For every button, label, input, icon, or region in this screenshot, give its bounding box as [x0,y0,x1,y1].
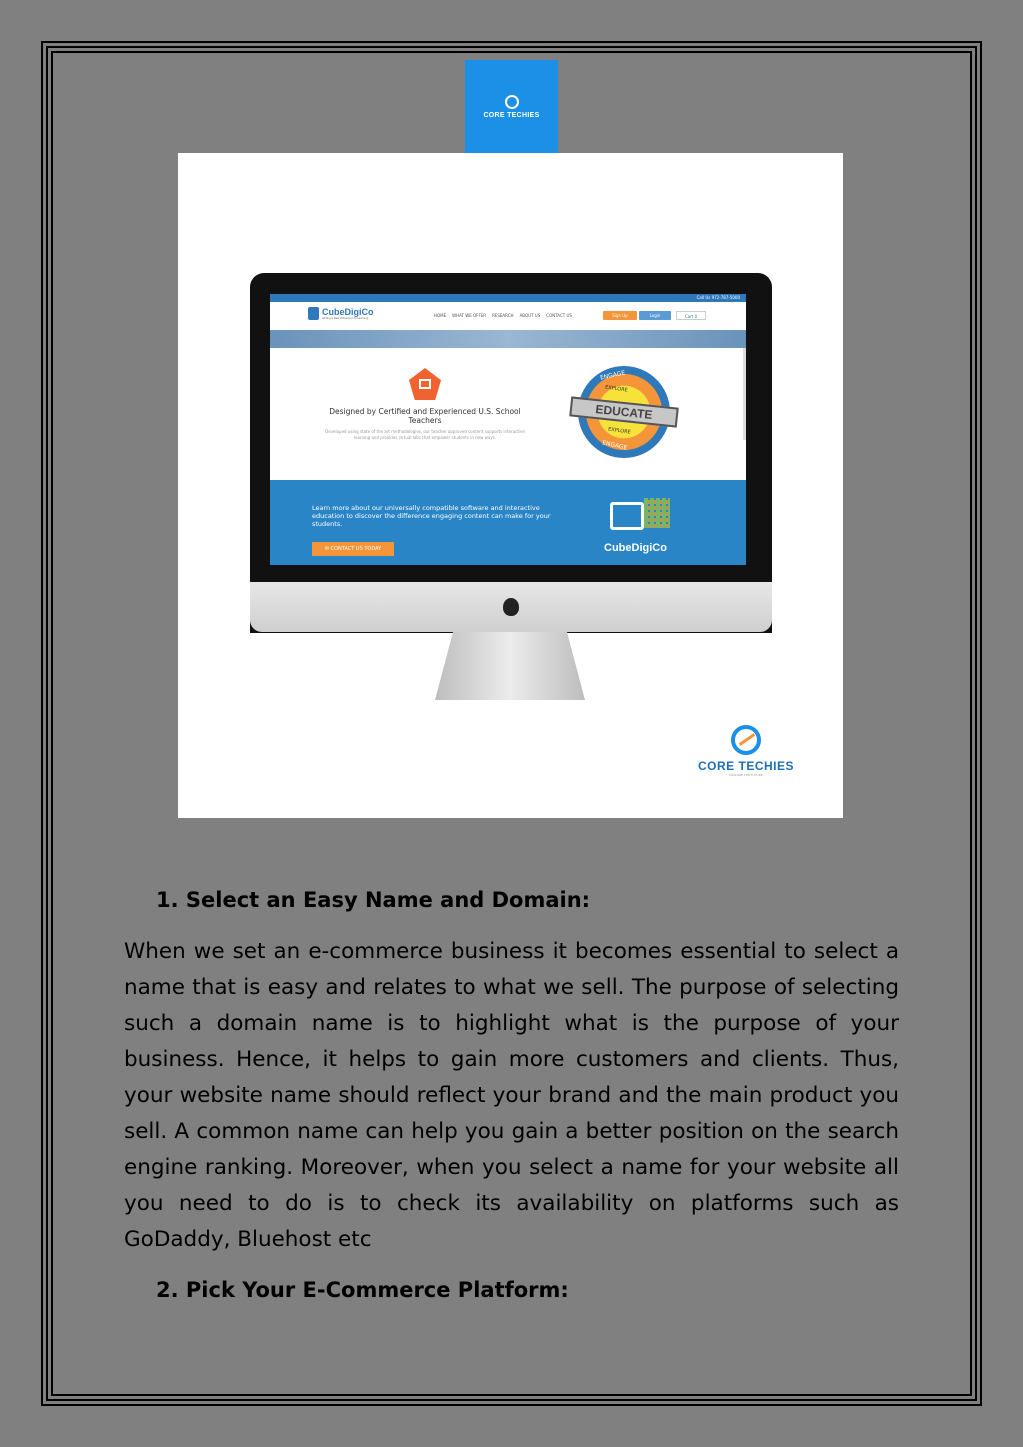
nav-contact-us: CONTACT US [546,313,572,318]
monitor-stand [435,632,585,700]
feature-heading: Designed by Certified and Experienced U.S. School Teachers [329,407,521,425]
cta-text: Learn more about our universally compatible software and interactive education to discover the difference engaging content can make for your students. [312,504,551,528]
badge-explore-top: EXPLORE [604,384,629,394]
nav-home: HOME [434,313,447,318]
book-icon [610,502,644,530]
nav-about-us: ABOUT US [519,313,541,318]
feature-subtext: Developed using state of the art methodologies, our teacher approved content supports interactive learning and provides virtual labs that empower students in new ways. [325,429,525,440]
site-scrollbar [743,348,746,440]
cube-icon [308,307,319,320]
site-tagline: Adding a New Dimension to Learning [322,317,369,320]
nav-research: RESEARCH [492,313,514,318]
core-techies-header-logo [465,60,558,153]
site-topbar: Call Us 972-787-5000 [270,294,746,302]
header-logo-text: CORE TECHIES [483,111,540,119]
cta-logo: CubeDigiCo [604,542,667,554]
section-title: Pick Your E-Commerce Platform: [185,1278,569,1302]
section-heading-1 [156,888,590,912]
site-nav [270,302,746,330]
monitor-image [178,153,843,818]
monitor-chin [250,582,772,632]
cart-button: Cart 0 [676,311,706,320]
badge-engage-top: ENGAGE [599,369,626,382]
core-techies-globe-icon [731,725,761,755]
badge-engage-bottom: ENGAGE [601,439,628,452]
site-name: CubeDigiCo [322,307,374,317]
books-badge-icon [409,368,441,400]
contact-us-button: ✉ CONTACT US TODAY [312,542,394,556]
apple-logo-icon [503,598,519,616]
body-paragraph: When we set an e-commerce business it becomes essential to select a name that is easy and relates to what we sell. The purpose of selecting such a domain name is to highlight what is the purpose of your business. Hence, it helps to gain more customers and clients. Thus, your website name should reflect your brand and the main product you sell. A common name can help you gain a better position on the search engine ranking. Moreover, when you select a name for your website all you need to do is to check its availability on platforms such as GoDaddy, Bluehost etc [124,939,899,1252]
cta-section [270,480,746,565]
section-number: 2. [156,1278,179,1302]
badge-educate: EDUCATE [569,396,678,427]
site-logo [308,307,374,320]
website-screenshot [270,294,746,565]
nav-what-we-offer: WHAT WE OFFER [452,313,487,318]
hero-band [270,330,746,348]
login-button: Login [639,311,671,320]
core-techies-globe-icon [505,95,519,109]
section-heading-2 [156,1278,569,1302]
core-techies-name: CORE TECHIES [697,759,794,773]
badge-explore-bottom: EXPLORE [607,426,632,436]
site-menu [434,313,572,318]
section-title: Select an Easy Name and Domain: [185,888,591,912]
pixel-graphic-icon [644,498,670,528]
core-techies-tagline: EXPLORE THE FUTURE [729,773,763,777]
section-number: 1. [156,888,179,912]
core-techies-logo [686,725,806,791]
signup-button: Sign Up [603,311,637,320]
